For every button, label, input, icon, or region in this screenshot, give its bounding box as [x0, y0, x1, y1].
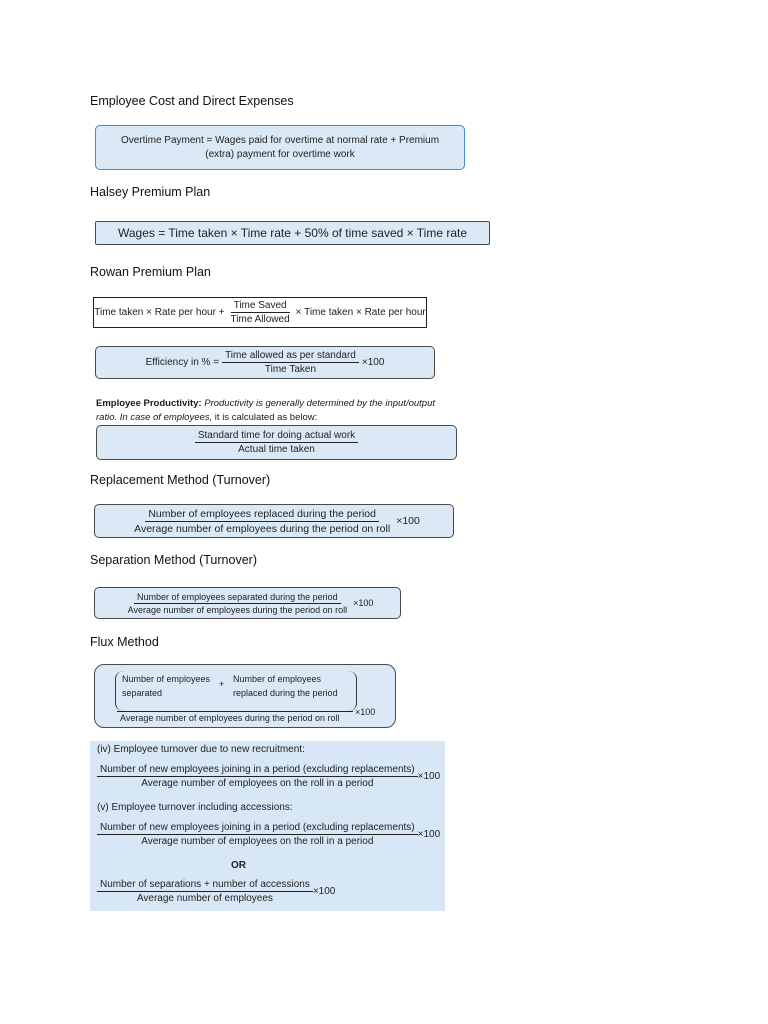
flux-plus: +: [219, 679, 225, 689]
rowan-fraction: [228, 300, 293, 325]
efficiency-formula-box: [95, 346, 435, 379]
overtime-formula-box: [95, 125, 465, 170]
separation-denominator: Average number of employees during the period on roll: [127, 604, 348, 615]
efficiency-denominator: Time Taken: [264, 364, 317, 375]
flux-suffix: ×100: [355, 707, 376, 717]
turnover-panel: [90, 741, 445, 911]
heading-rowan: Rowan Premium Plan: [90, 265, 211, 279]
heading-halsey: Halsey Premium Plan: [90, 185, 211, 199]
replacement-numerator: Number of employees replaced during the period: [145, 508, 379, 522]
efficiency-numerator: Time allowed as per standard: [222, 350, 359, 363]
halsey-formula: Wages = Time taken × Time rate + 50% of time saved × Time rate: [117, 226, 468, 240]
separation-formula-box: [94, 587, 401, 619]
heading-separation: Separation Method (Turnover): [90, 553, 257, 567]
productivity-denominator: Actual time taken: [238, 444, 315, 455]
rowan-prefix: Time taken × Rate per hour +: [94, 307, 225, 318]
turnover-v-label: (v) Employee turnover including accessions:: [97, 802, 293, 813]
turnover-v-fraction: [97, 822, 418, 847]
rowan-formula-box: [93, 297, 427, 328]
flux-b1: Number of employees: [233, 674, 322, 684]
productivity-paragraph: [96, 397, 435, 425]
separation-suffix: ×100: [353, 598, 374, 608]
flux-formula-box: [94, 664, 396, 728]
productivity-numerator: Standard time for doing actual work: [195, 430, 358, 443]
turnover-alt-formula: [97, 879, 335, 904]
productivity-bold: Employee Productivity:: [96, 398, 202, 409]
turnover-v-suffix: ×100: [417, 829, 441, 840]
flux-denominator: Average number of employees during the period on roll: [120, 713, 340, 723]
turnover-alt-fraction: [97, 879, 313, 904]
turnover-iv-suffix: ×100: [417, 771, 441, 782]
heading-employee-cost: Employee Cost and Direct Expenses: [90, 94, 294, 108]
productivity-italic-2: ratio. In case of employees,: [96, 412, 213, 423]
turnover-alt-suffix: ×100: [312, 886, 336, 897]
turnover-alt-numerator: Number of separations + number of accessions: [97, 879, 313, 892]
rowan-denominator: Time Allowed: [230, 314, 290, 325]
turnover-iv-label: (iv) Employee turnover due to new recruitment:: [97, 744, 305, 755]
flux-fraction-line: [117, 711, 353, 712]
heading-replacement: Replacement Method (Turnover): [90, 473, 271, 487]
turnover-iv-formula: [97, 764, 440, 789]
turnover-v-formula: [97, 822, 440, 847]
replacement-formula-box: [94, 504, 454, 538]
overtime-line-2: (extra) payment for overtime work: [205, 149, 355, 160]
heading-flux: Flux Method: [90, 635, 159, 649]
halsey-formula-box: [95, 221, 490, 245]
productivity-formula-box: [96, 425, 457, 460]
efficiency-suffix: ×100: [361, 357, 385, 368]
turnover-iv-denominator: Average number of employees on the roll in a period: [141, 778, 374, 789]
flux-term-replaced: [233, 672, 338, 700]
flux-a1: Number of employees: [122, 674, 211, 684]
flux-term-separated: [122, 672, 210, 700]
productivity-fraction: [195, 430, 358, 455]
replacement-suffix: ×100: [396, 515, 420, 527]
flux-b2: replaced during the period: [233, 688, 338, 698]
productivity-italic: Productivity is generally determined by the input/output: [201, 398, 436, 409]
overtime-line-1: Overtime Payment = Wages paid for overtime at normal rate + Premium: [120, 135, 440, 146]
turnover-alt-denominator: Average number of employees: [136, 893, 273, 904]
flux-a2: separated: [122, 688, 163, 698]
rowan-suffix: × Time taken × Rate per hour: [295, 307, 426, 318]
efficiency-prefix: Efficiency in % =: [145, 357, 220, 368]
productivity-normal-2: it is calculated as below:: [212, 412, 318, 423]
turnover-v-denominator: Average number of employees on the roll in a period: [141, 836, 374, 847]
turnover-v-numerator: Number of new employees joining in a period (excluding replacements): [97, 822, 418, 835]
efficiency-fraction: [222, 350, 359, 375]
separation-fraction: [125, 592, 350, 615]
turnover-or: OR: [231, 860, 246, 871]
rowan-numerator: Time Saved: [231, 300, 290, 313]
turnover-iv-fraction: [97, 764, 418, 789]
replacement-fraction: [131, 508, 393, 535]
turnover-iv-numerator: Number of new employees joining in a period (excluding replacements): [97, 764, 418, 777]
replacement-denominator: Average number of employees during the period on roll: [134, 522, 391, 535]
separation-numerator: Number of employees separated during the period: [134, 592, 341, 604]
